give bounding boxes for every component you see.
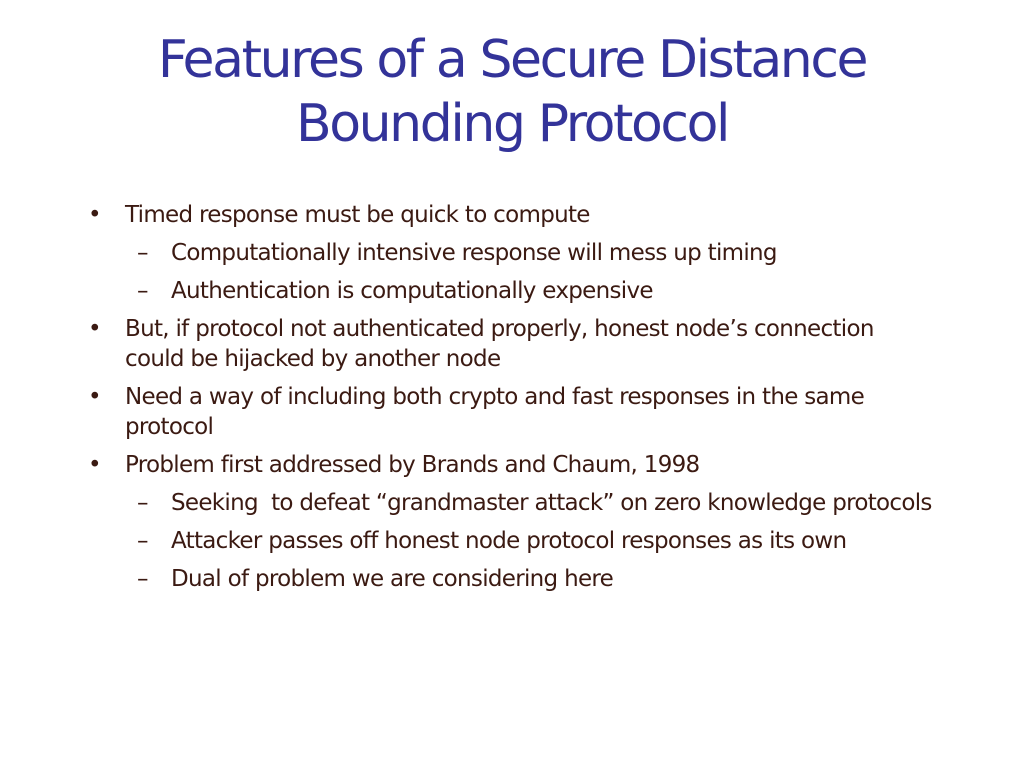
sub-item bbox=[125, 526, 938, 556]
sub-item-text: Dual of problem we are considering here bbox=[171, 566, 614, 592]
slide-title: Features of a Secure Distance Bounding Protocol bbox=[157, 30, 867, 154]
dash-icon: – bbox=[137, 240, 148, 266]
bullet-item bbox=[88, 450, 938, 594]
bullet-icon: • bbox=[88, 316, 101, 342]
sub-list bbox=[125, 488, 938, 594]
bullet-item bbox=[88, 382, 938, 442]
sub-list bbox=[125, 238, 938, 306]
sub-item bbox=[125, 564, 938, 594]
bullet-item bbox=[88, 314, 938, 374]
sub-item-text: Authentication is computationally expensive bbox=[171, 278, 653, 304]
sub-item-text: Attacker passes off honest node protocol responses as its own bbox=[171, 528, 847, 554]
dash-icon: – bbox=[137, 490, 148, 516]
dash-icon: – bbox=[137, 528, 148, 554]
bullet-text: Problem first addressed by Brands and Chaum, 1998 bbox=[125, 452, 700, 478]
bullet-text: Timed response must be quick to compute bbox=[125, 202, 590, 228]
dash-icon: – bbox=[137, 566, 148, 592]
bullet-text: But, if protocol not authenticated properly, honest node’s connection could be hijacked by another node bbox=[125, 316, 874, 372]
bullet-item bbox=[88, 200, 938, 306]
dash-icon: – bbox=[137, 278, 148, 304]
bullet-icon: • bbox=[88, 202, 101, 228]
bullet-text: Need a way of including both crypto and fast responses in the same protocol bbox=[125, 384, 865, 440]
sub-item-text: Seeking to defeat “grandmaster attack” on zero knowledge protocols bbox=[171, 490, 932, 516]
sub-item bbox=[125, 238, 938, 268]
sub-item bbox=[125, 488, 938, 518]
bullet-list bbox=[88, 200, 938, 594]
sub-item bbox=[125, 276, 938, 306]
sub-item-text: Computationally intensive response will mess up timing bbox=[171, 240, 777, 266]
bullet-icon: • bbox=[88, 452, 101, 478]
bullet-icon: • bbox=[88, 384, 101, 410]
